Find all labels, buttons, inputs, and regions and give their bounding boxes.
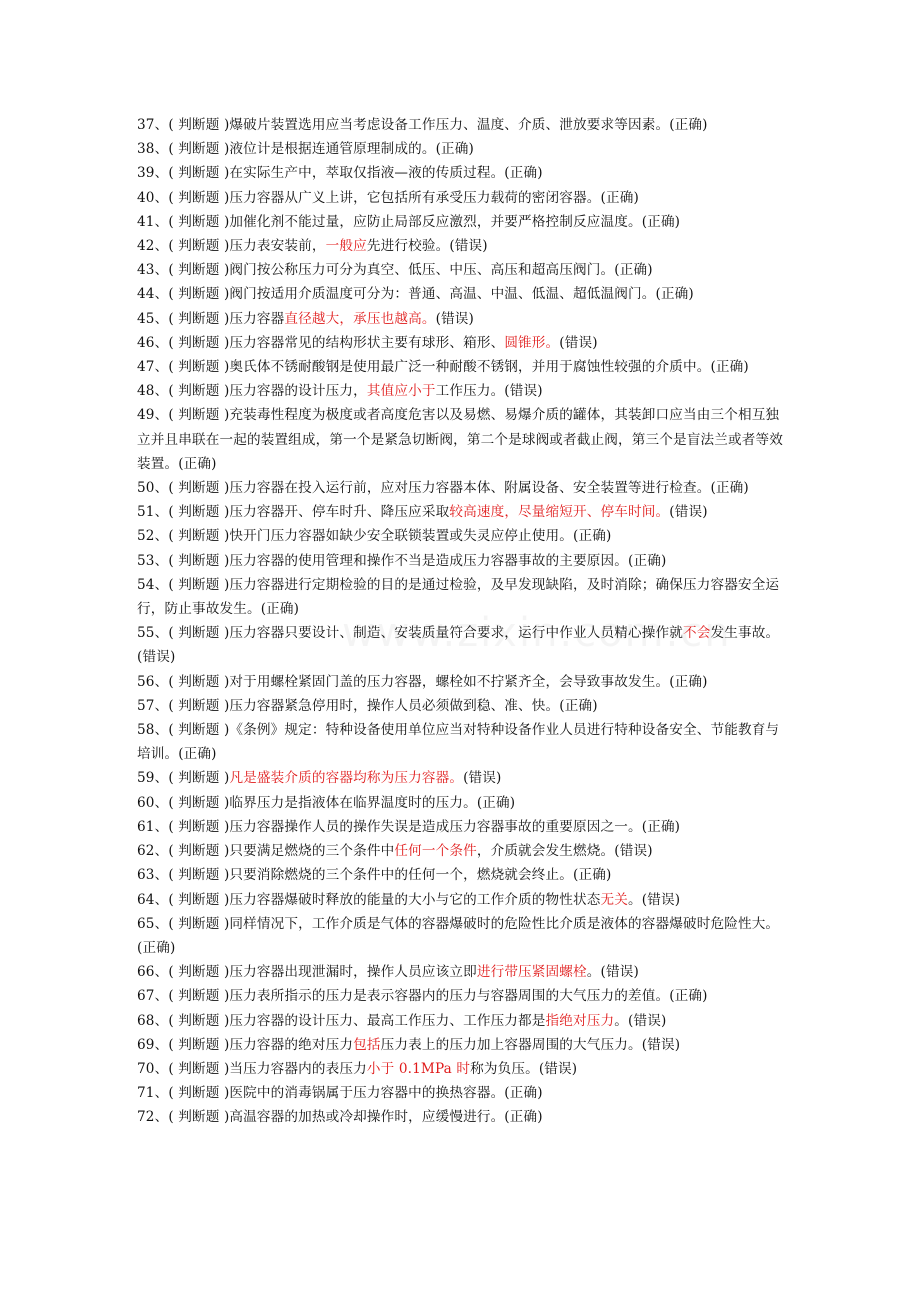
question-item	[137, 791, 787, 815]
question-number: 68	[137, 1012, 155, 1029]
question-text: 、( 判断题 )快开门压力容器如缺少安全联锁装置或失灵应停止使用。(正确)	[154, 528, 612, 545]
question-number: 52	[137, 528, 155, 545]
question-text: (错误)	[559, 334, 598, 351]
question-text: 、( 判断题 )压力容器的设计压力，	[154, 383, 367, 400]
highlighted-error-text: 直径越大，承压也越高。	[284, 310, 436, 327]
question-number: 42	[137, 238, 155, 255]
question-text: 、( 判断题 )压力容器的绝对压力	[154, 1036, 354, 1053]
question-text: 、( 判断题 )压力容器紧急停用时，操作人员必须做到稳、准、快。(正确)	[154, 697, 598, 714]
question-text: 、( 判断题 )阀门按公称压力可分为真空、低压、中压、高压和超高压阀门。(正确)	[154, 262, 653, 279]
question-text: 、( 判断题 )充装毒性程度为极度或者高度危害以及易燃、易爆介质的罐体，其装卸口应当由三个相互独立并且串联在一起的装置组成，第一个是紧急切断阀，第二个是球阀或者截止阀，第三个是盲法兰或者等效装置。(正确)	[137, 407, 783, 472]
question-number: 41	[137, 213, 155, 230]
question-text: 、( 判断题 )同样情况下，工作介质是气体的容器爆破时的危险性比介质是液体的容器爆破时危险性大。(正确)	[137, 915, 780, 956]
question-item	[137, 960, 787, 984]
question-number: 54	[137, 576, 155, 593]
question-item	[137, 888, 787, 912]
question-number: 51	[137, 504, 155, 521]
highlighted-error-text: 其值应小于	[366, 383, 436, 400]
question-item	[137, 984, 787, 1008]
question-number: 37	[137, 117, 155, 133]
question-number: 53	[137, 552, 155, 569]
question-text: 、( 判断题 )临界压力是指液体在临界温度时的压力。(正确)	[154, 794, 516, 811]
question-number: 47	[137, 359, 155, 376]
question-text: 发生事故。(错误)	[137, 625, 780, 666]
question-text: 、( 判断题 )压力容器开、停车时升、降压应采取	[154, 504, 450, 521]
question-text: 、( 判断题 )压力容器	[154, 310, 285, 327]
question-text: 、( 判断题 )压力容器从广义上讲，它包括所有承受压力载荷的密闭容器。(正确)	[154, 189, 639, 206]
question-item	[137, 694, 787, 718]
question-text: 。(错误)	[614, 1012, 667, 1029]
question-text: 、( 判断题 )加催化剂不能过量，应防止局部反应激烈，并要严格控制反应温度。(正确)	[154, 213, 681, 230]
question-number: 40	[137, 189, 155, 206]
question-number: 43	[137, 262, 155, 279]
question-item	[137, 1009, 787, 1033]
question-text: 、( 判断题 )对于用螺栓紧固门盖的压力容器，螺栓如不拧紧齐全，会导致事故发生。(正确)	[154, 673, 708, 690]
question-text: 、( 判断题 )压力容器操作人员的操作失误是造成压力容器事故的重要原因之一。(正确)	[154, 818, 681, 835]
question-number: 66	[137, 964, 155, 981]
question-item	[137, 476, 787, 500]
question-text: 、( 判断题 )压力容器常见的结构形状主要有球形、箱形、	[154, 334, 505, 351]
question-text: (错误)	[669, 504, 708, 521]
question-item	[137, 307, 787, 331]
question-text: 、( 判断题 )压力容器在投入运行前，应对压力容器本体、附属设备、安全装置等进行检查。(正确)	[154, 480, 749, 497]
question-text: 、( 判断题 )高温容器的加热或冷却操作时，应缓慢进行。(正确)	[154, 1109, 543, 1126]
question-text: (错误)	[435, 310, 475, 327]
question-number: 61	[137, 818, 155, 835]
question-text: ，介质就会发生燃烧。(错误)	[476, 843, 653, 860]
question-text: 、( 判断题 )只要消除燃烧的三个条件中的任何一个，燃烧就会终止。(正确)	[154, 867, 612, 884]
highlighted-error-text: 不会	[682, 625, 711, 642]
highlighted-error-text: 凡是盛装介质的容器均称为压力容器。	[229, 770, 464, 787]
question-item	[137, 331, 787, 355]
question-text: 、( 判断题 )压力容器的使用管理和操作不当是造成压力容器事故的主要原因。(正确)	[154, 552, 667, 569]
question-item	[137, 573, 787, 621]
question-item	[137, 258, 787, 282]
question-number: 69	[137, 1036, 155, 1053]
question-item	[137, 403, 787, 476]
question-item	[137, 379, 787, 403]
question-text: 、( 判断题 )爆破片装置选用应当考虑设备工作压力、温度、介质、泄放要求等因素。(正确)	[154, 117, 708, 133]
question-text: 、( 判断题 )医院中的消毒锅属于压力容器中的换热容器。(正确)	[154, 1085, 543, 1102]
question-number: 64	[137, 891, 155, 908]
question-number: 59	[137, 770, 155, 787]
question-text: 、( 判断题 )压力容器只要设计、制造、安装质量符合要求，运行中作业人员精心操作就	[154, 625, 683, 642]
question-text: 先进行校验。(错误)	[366, 238, 488, 255]
question-item	[137, 137, 787, 161]
question-text: 称为负压。(错误)	[470, 1060, 578, 1077]
question-text: 、( 判断题 )当压力容器内的表压力	[154, 1060, 367, 1077]
question-text: 、( 判断题 )	[154, 770, 230, 787]
question-number: 44	[137, 286, 155, 303]
question-number: 56	[137, 673, 155, 690]
question-text: 、( 判断题 )压力表安装前，	[154, 238, 326, 255]
question-text: 、( 判断题 )奥氏体不锈耐酸钢是使用最广泛一种耐酸不锈钢，并用于腐蚀性较强的介质中。(正确)	[154, 359, 749, 376]
question-number: 57	[137, 697, 155, 714]
question-number: 45	[137, 310, 155, 327]
question-item	[137, 234, 787, 258]
question-number: 65	[137, 915, 155, 932]
question-text: 、( 判断题 )压力容器进行定期检验的目的是通过检验，及早发现缺陷，及时消除；确保压力容器安全运行，防止事故发生。(正确)	[137, 576, 780, 618]
question-number: 71	[137, 1085, 155, 1102]
question-item	[137, 815, 787, 839]
question-item	[137, 524, 787, 548]
question-text: (错误)	[463, 770, 502, 787]
question-text: 、( 判断题 )压力容器的设计压力、最高工作压力、工作压力都是	[154, 1012, 546, 1029]
question-item	[137, 355, 787, 379]
question-number: 67	[137, 988, 155, 1005]
question-text: 压力表上的压力加上容器周围的大气压力。(错误)	[380, 1036, 681, 1053]
question-text: 、( 判断题 )《条例》规定：特种设备使用单位应当对特种设备作业人员进行特种设备安全、节能教育与培训。(正确)	[137, 722, 780, 763]
question-text: 、( 判断题 )压力表所指示的压力是表示容器内的压力与容器周围的大气压力的差值。(正确)	[154, 988, 708, 1005]
question-number: 46	[137, 334, 155, 351]
question-text: 。(错误)	[586, 964, 639, 981]
question-item	[137, 912, 787, 960]
question-number: 50	[137, 480, 155, 497]
question-text: 、( 判断题 )液位计是根据连通管原理制成的。(正确)	[154, 141, 474, 158]
question-number: 38	[137, 141, 155, 158]
question-item	[137, 186, 787, 210]
question-number: 70	[137, 1060, 155, 1077]
highlighted-error-text: 进行带压紧固螺栓	[476, 964, 587, 981]
question-item	[137, 549, 787, 573]
question-text: 。(错误)	[628, 891, 681, 908]
question-text: 工作压力。(错误)	[435, 383, 543, 400]
highlighted-error-text: 较高速度，尽量缩短开、停车时间。	[449, 504, 670, 521]
question-item	[137, 621, 787, 669]
question-text: 、( 判断题 )在实际生产中，萃取仅指液—液的传质过程。(正确)	[154, 165, 543, 182]
highlighted-error-text: 指绝对压力	[545, 1012, 615, 1029]
question-item	[137, 500, 787, 524]
question-text: 、( 判断题 )只要满足燃烧的三个条件中	[154, 843, 395, 860]
question-item	[137, 210, 787, 234]
question-item	[137, 1081, 787, 1105]
question-item	[137, 282, 787, 306]
question-item	[137, 670, 787, 694]
question-item	[137, 863, 787, 887]
question-number: 63	[137, 867, 155, 884]
question-number: 60	[137, 794, 155, 811]
question-text: 、( 判断题 )压力容器出现泄漏时，操作人员应该立即	[154, 964, 477, 981]
question-text: 、( 判断题 )压力容器爆破时释放的能量的大小与它的工作介质的物性状态	[154, 891, 601, 908]
question-item	[137, 1105, 787, 1129]
highlighted-error-text: 无关	[600, 891, 629, 908]
question-number: 49	[137, 407, 155, 424]
question-item	[137, 161, 787, 185]
highlighted-error-text: 包括	[353, 1036, 381, 1053]
highlighted-error-text: 任何一个条件	[394, 843, 477, 860]
question-number: 55	[137, 625, 155, 642]
question-number: 62	[137, 843, 155, 860]
question-number: 58	[137, 722, 155, 739]
question-number: 72	[137, 1109, 155, 1126]
question-item	[137, 766, 787, 790]
question-item	[137, 1033, 787, 1057]
question-item	[137, 1057, 787, 1081]
question-item	[137, 113, 787, 137]
question-number: 48	[137, 383, 155, 400]
question-item	[137, 839, 787, 863]
question-list	[137, 113, 787, 1130]
highlighted-error-text: 一般应	[325, 238, 367, 255]
question-number: 39	[137, 165, 155, 182]
question-item	[137, 718, 787, 766]
highlighted-error-text: 圆锥形。	[504, 334, 560, 351]
highlighted-error-text: 小于 0.1MPa 时	[366, 1060, 471, 1077]
question-text: 、( 判断题 )阀门按适用介质温度可分为：普通、高温、中温、低温、超低温阀门。(正确)	[154, 286, 694, 303]
